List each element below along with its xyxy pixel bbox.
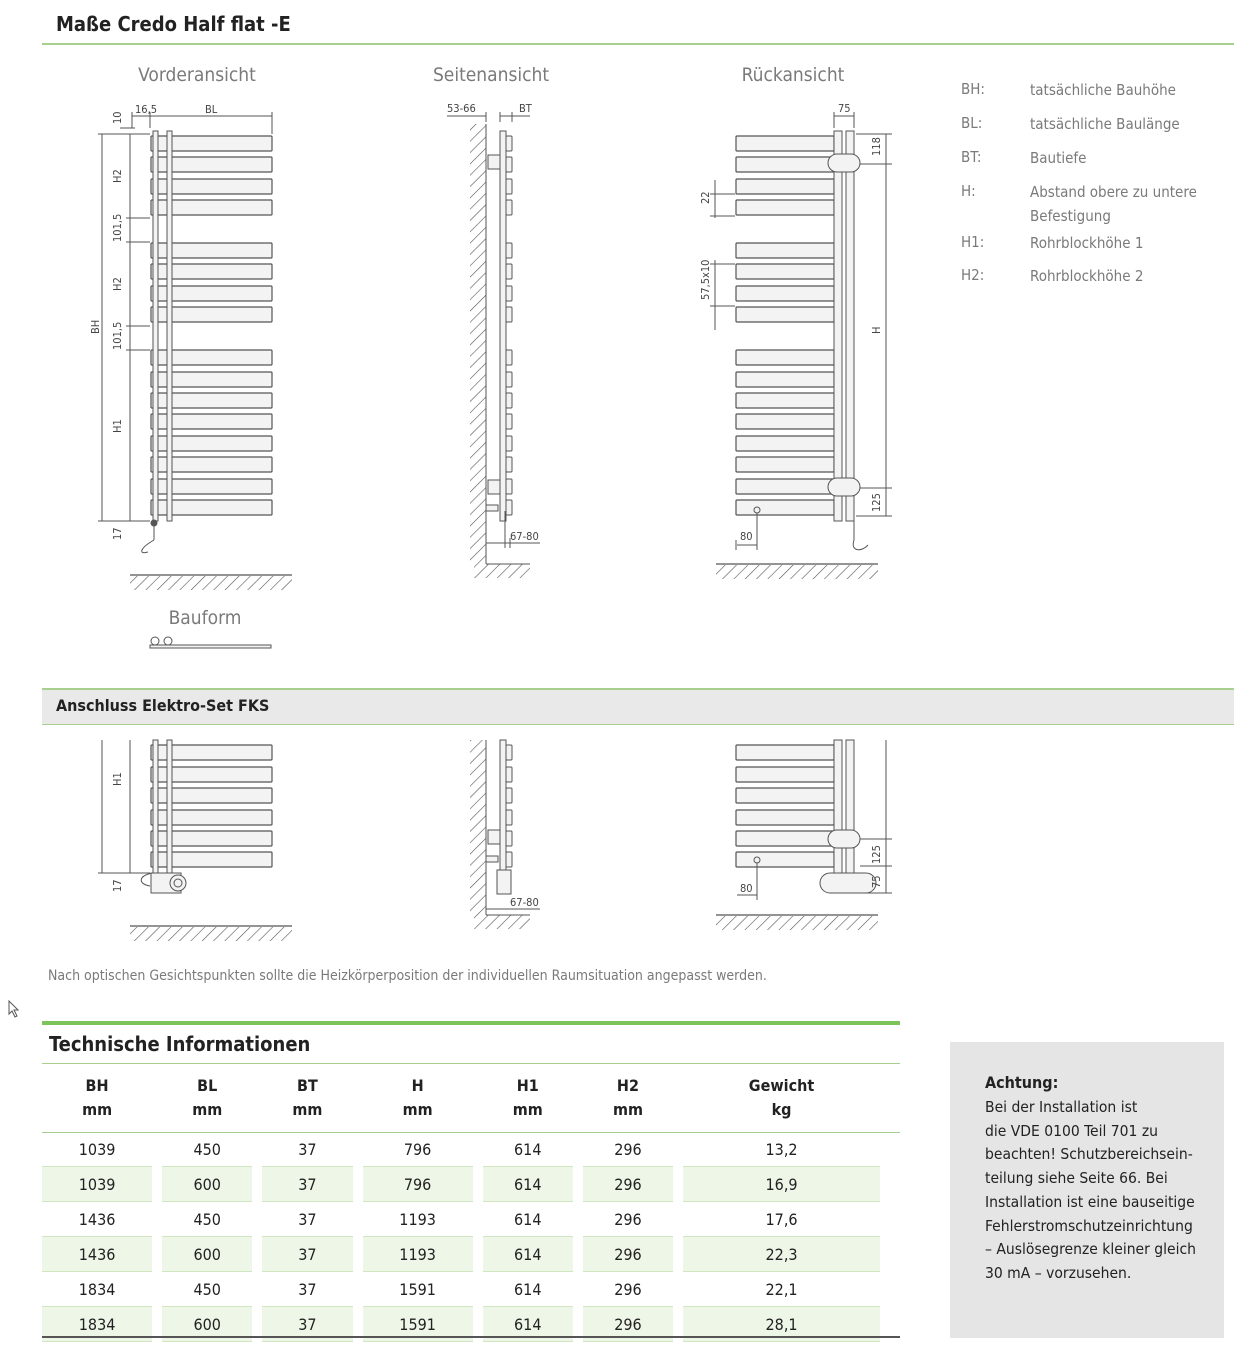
legend-val-h2: Rohrblockhöhe 2 bbox=[1030, 267, 1144, 285]
table-cell: 1436 bbox=[78, 1209, 116, 1229]
table-cell: 450 bbox=[193, 1209, 221, 1229]
col-h2: H2 mm bbox=[612, 1076, 643, 1119]
table-cell: 600 bbox=[162, 1166, 252, 1202]
dim-gap-b: 101,5 bbox=[111, 321, 124, 350]
dim-back-bar: 22 bbox=[699, 191, 712, 204]
radiator-bar-side bbox=[506, 179, 512, 194]
warning-line: beachten! Schutzbereichsein- bbox=[985, 1145, 1193, 1164]
table-cell: 1039 bbox=[78, 1139, 116, 1159]
table-cell: 1591 bbox=[399, 1279, 436, 1299]
legend-key-h2: H2: bbox=[961, 266, 985, 284]
legend-val-bh: tatsächliche Bauhöhe bbox=[1030, 81, 1176, 99]
table-cell: 1834 bbox=[42, 1306, 152, 1342]
radiator-bar-side bbox=[506, 307, 512, 322]
col-bt: BT mm bbox=[292, 1076, 323, 1119]
table-cell: 614 bbox=[483, 1306, 573, 1342]
table-cell: 37 bbox=[262, 1166, 352, 1202]
table-cell: 22,1 bbox=[765, 1279, 798, 1299]
radiator-bar-side bbox=[506, 852, 512, 867]
radiator-bar bbox=[736, 393, 834, 408]
tech-title: Technische Informationen bbox=[49, 1032, 311, 1056]
dim-back-foot: 80 bbox=[740, 530, 753, 543]
back-view-bars bbox=[736, 136, 834, 515]
legend-key-bt: BT: bbox=[961, 148, 982, 166]
radiator-bar-side bbox=[506, 810, 512, 825]
radiator-bar-side bbox=[506, 200, 512, 215]
table-row bbox=[42, 1166, 880, 1202]
radiator-bar bbox=[736, 788, 834, 803]
radiator-bar bbox=[736, 479, 834, 494]
radiator-bar bbox=[736, 350, 834, 365]
legend-val-bt: Bautiefe bbox=[1030, 149, 1087, 167]
position-note: Nach optischen Gesichtspunkten sollte die Heizkörperposition der individuellen Raumsituation angepasst werden. bbox=[48, 968, 767, 984]
radiator-bar bbox=[736, 157, 834, 172]
radiator-bar bbox=[736, 436, 834, 451]
front-view-title: Vorderansicht bbox=[138, 64, 256, 86]
side-view-title: Seitenansicht bbox=[432, 64, 550, 86]
dim-back-top: 118 bbox=[870, 137, 883, 156]
conn-side-bars bbox=[506, 745, 512, 867]
conn-dim-depth: 67-80 bbox=[510, 896, 539, 909]
radiator-bar bbox=[736, 457, 834, 472]
radiator-bar-side bbox=[506, 157, 512, 172]
radiator-bar-side bbox=[506, 831, 512, 846]
table-cell: 37 bbox=[298, 1139, 317, 1159]
radiator-bar bbox=[736, 414, 834, 429]
dim-back-spacing: 57,5x10 bbox=[699, 259, 712, 300]
dim-back-width: 75 bbox=[838, 102, 851, 115]
tech-header-rule bbox=[42, 1132, 900, 1133]
table-cell: 796 bbox=[403, 1139, 432, 1159]
legend-key-h: H: bbox=[961, 182, 976, 200]
table-row bbox=[42, 1132, 880, 1166]
table-cell: 450 bbox=[193, 1279, 221, 1299]
conn-back-bars bbox=[736, 745, 834, 867]
side-view-bars bbox=[506, 136, 512, 515]
radiator-bar-side bbox=[506, 479, 512, 494]
radiator-bar bbox=[736, 852, 834, 867]
dim-top-gap: 10 bbox=[111, 111, 124, 124]
warning-line: 30 mA – vorzusehen. bbox=[985, 1263, 1132, 1282]
table-cell: 614 bbox=[483, 1236, 573, 1272]
radiator-bar-side bbox=[506, 745, 512, 760]
side-view-drawing bbox=[447, 112, 540, 578]
page-title: Maße Credo Half flat -E bbox=[56, 12, 291, 36]
radiator-bar-side bbox=[506, 457, 512, 472]
radiator-bar bbox=[736, 372, 834, 387]
radiator-bar bbox=[736, 831, 834, 846]
dim-bl: BL bbox=[205, 103, 218, 116]
conn-dim-lower: 75 bbox=[870, 875, 883, 888]
radiator-bar-side bbox=[506, 788, 512, 803]
table-cell: 28,1 bbox=[683, 1306, 880, 1342]
table-cell: 37 bbox=[298, 1279, 317, 1299]
legend-val-bl: tatsächliche Baulänge bbox=[1030, 115, 1180, 133]
table-cell: 600 bbox=[162, 1236, 252, 1272]
dim-h2-a: H2 bbox=[111, 169, 124, 183]
radiator-bar bbox=[736, 767, 834, 782]
table-cell: 1039 bbox=[42, 1166, 152, 1202]
radiator-bar-side bbox=[506, 372, 512, 387]
dim-h1: H1 bbox=[111, 419, 124, 433]
dim-bt: BT bbox=[519, 102, 532, 115]
table-cell: 296 bbox=[583, 1236, 673, 1272]
radiator-bar bbox=[736, 243, 834, 258]
dim-gap-a: 101,5 bbox=[111, 213, 124, 242]
table-cell: 1834 bbox=[78, 1279, 116, 1299]
table-cell: 37 bbox=[298, 1209, 317, 1229]
dim-wall: 53-66 bbox=[447, 102, 476, 115]
conn-dim-bottom: 17 bbox=[111, 879, 124, 892]
table-cell: 614 bbox=[514, 1279, 542, 1299]
table-cell: 614 bbox=[483, 1166, 573, 1202]
cursor-icon bbox=[8, 1000, 20, 1018]
table-cell: 614 bbox=[514, 1209, 542, 1229]
table-cell: 296 bbox=[614, 1139, 642, 1159]
tech-rule bbox=[42, 1021, 900, 1025]
tech-table bbox=[32, 1064, 890, 1342]
col-bh: BH mm bbox=[82, 1076, 113, 1119]
radiator-bar-side bbox=[506, 500, 512, 515]
table-cell: 1436 bbox=[42, 1236, 152, 1272]
dim-bh: BH bbox=[89, 319, 102, 334]
table-cell: 614 bbox=[514, 1139, 542, 1159]
legend-val-h: Abstand obere zu untere Befestigung bbox=[1030, 183, 1197, 225]
table-cell: 17,6 bbox=[765, 1209, 798, 1229]
warning-text bbox=[985, 1096, 1205, 1286]
radiator-bar bbox=[736, 286, 834, 301]
radiator-bar bbox=[736, 500, 834, 515]
table-cell: 296 bbox=[614, 1279, 642, 1299]
radiator-bar-side bbox=[506, 350, 512, 365]
dim-back-h: H bbox=[870, 326, 883, 334]
radiator-bar-side bbox=[506, 414, 512, 429]
radiator-bar-side bbox=[506, 436, 512, 451]
conn-dim-h1: H1 bbox=[111, 772, 124, 786]
table-cell: 22,3 bbox=[683, 1236, 880, 1272]
legend-key-bh: BH: bbox=[961, 80, 985, 98]
table-cell: 296 bbox=[614, 1209, 642, 1229]
radiator-bar-side bbox=[506, 243, 512, 258]
form-symbol bbox=[150, 637, 271, 648]
table-row bbox=[42, 1202, 880, 1236]
legend-key-h1: H1: bbox=[961, 233, 985, 251]
dim-back-bottom: 125 bbox=[870, 493, 883, 512]
tech-bottom-rule bbox=[42, 1336, 900, 1338]
table-cell: 13,2 bbox=[765, 1139, 798, 1159]
table-cell: 37 bbox=[262, 1306, 352, 1342]
radiator-bar-side bbox=[506, 767, 512, 782]
radiator-bar-side bbox=[506, 136, 512, 151]
radiator-bar bbox=[736, 179, 834, 194]
radiator-bar bbox=[736, 136, 834, 151]
table-row bbox=[42, 1236, 880, 1272]
conn-dim-upper: 125 bbox=[870, 845, 883, 864]
table-cell: 296 bbox=[583, 1166, 673, 1202]
form-view-title: Bauform bbox=[168, 607, 242, 629]
dim-h2-b: H2 bbox=[111, 277, 124, 291]
radiator-bar bbox=[736, 745, 834, 760]
radiator-bar-side bbox=[506, 286, 512, 301]
legend-val-h1: Rohrblockhöhe 1 bbox=[1030, 234, 1144, 252]
col-h: H mm bbox=[402, 1076, 433, 1119]
radiator-bar-side bbox=[506, 393, 512, 408]
table-cell: 1193 bbox=[363, 1236, 473, 1272]
table-cell: 37 bbox=[262, 1236, 352, 1272]
radiator-bar-side bbox=[506, 264, 512, 279]
radiator-bar bbox=[736, 264, 834, 279]
legend-key-bl: BL: bbox=[961, 114, 983, 132]
warning-title: Achtung: bbox=[985, 1073, 1059, 1092]
table-cell: 796 bbox=[363, 1166, 473, 1202]
radiator-bar bbox=[736, 200, 834, 215]
dim-bottom: 17 bbox=[111, 527, 124, 540]
back-view-title: Rückansicht bbox=[741, 64, 845, 86]
warning-line: teilung siehe Seite 66. Bei bbox=[985, 1169, 1168, 1188]
col-bl: BL mm bbox=[192, 1076, 223, 1119]
warning-line: Bei der Installation ist bbox=[985, 1098, 1138, 1116]
table-row bbox=[42, 1272, 880, 1306]
radiator-bar bbox=[736, 307, 834, 322]
dim-offset: 16,5 bbox=[135, 103, 158, 116]
col-weight: Gewicht kg bbox=[748, 1076, 815, 1119]
section-title: Anschluss Elektro-Set FKS bbox=[56, 696, 270, 715]
tech-header-row bbox=[42, 1064, 880, 1132]
warning-line: Installation ist eine bauseitige bbox=[985, 1192, 1195, 1211]
table-cell: 296 bbox=[583, 1306, 673, 1342]
conn-dim-foot: 80 bbox=[740, 882, 753, 895]
table-cell: 1591 bbox=[363, 1306, 473, 1342]
warning-line: Fehlerstromschutzeinrichtung bbox=[985, 1216, 1193, 1235]
radiator-bar bbox=[736, 810, 834, 825]
table-cell: 450 bbox=[193, 1139, 221, 1159]
table-cell: 600 bbox=[162, 1306, 252, 1342]
col-h1: H1 mm bbox=[512, 1076, 543, 1119]
warning-line: – Auslösegrenze kleiner gleich bbox=[985, 1240, 1196, 1259]
dim-depth: 67-80 bbox=[510, 530, 539, 543]
table-cell: 1193 bbox=[399, 1209, 436, 1229]
warning-line: die VDE 0100 Teil 701 zu bbox=[985, 1121, 1158, 1140]
table-cell: 16,9 bbox=[683, 1166, 880, 1202]
